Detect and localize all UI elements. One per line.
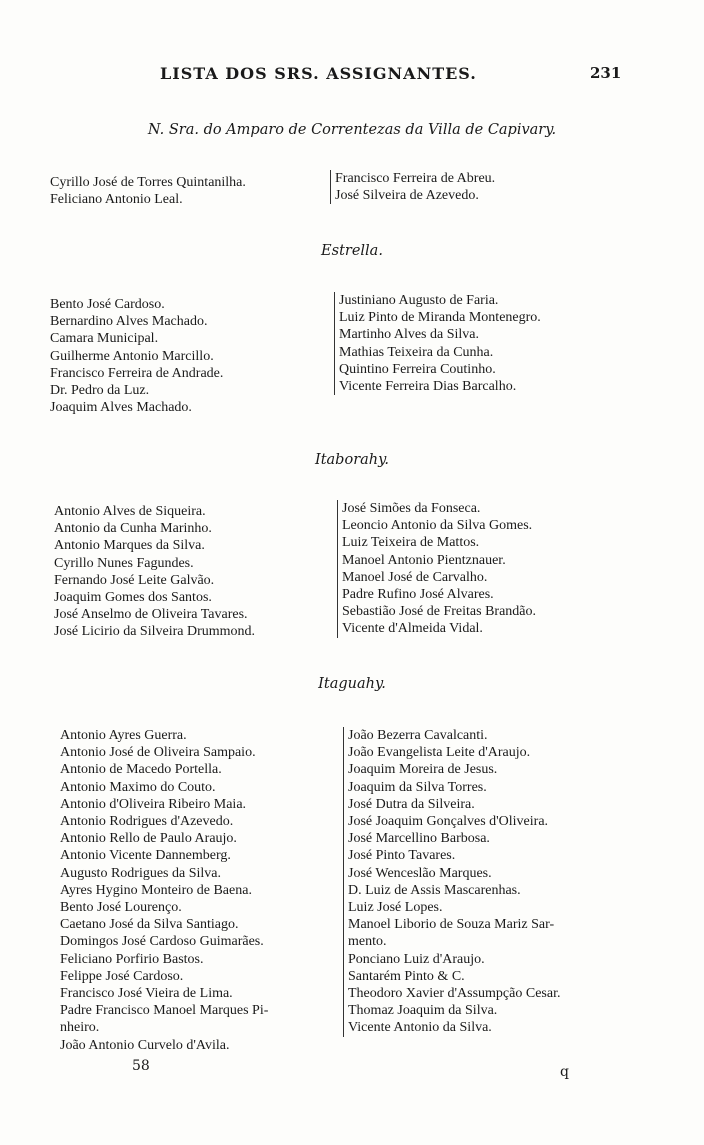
subscriber-name: Antonio de Macedo Portella. — [60, 762, 222, 778]
subscriber-name: José Marcellino Barbosa. — [348, 831, 490, 847]
subscriber-name: Justiniano Augusto de Faria. — [339, 293, 499, 308]
subscriber-name: José Silveira de Azevedo. — [335, 188, 479, 204]
subscriber-name: João Antonio Curvelo d'Avila. — [60, 1037, 230, 1053]
subscriber-name: Vicente Ferreira Dias Barcalho. — [339, 379, 517, 395]
running-title: LISTA DOS SRS. ASSIGNANTES. — [160, 64, 477, 83]
subscriber-name: José Licirio da Silveira Drummond. — [54, 624, 256, 640]
subscriber-name: Bento José Cardoso. — [50, 297, 165, 312]
subscriber-name: Joaquim Gomes dos Santos. — [54, 590, 212, 606]
subscriber-name: Vicente d'Almeida Vidal. — [342, 621, 483, 637]
subscriber-name: Bernardino Alves Machado. — [50, 314, 208, 330]
signature-mark: 58 — [132, 1058, 150, 1074]
subscriber-name: Antonio Marques da Silva. — [54, 538, 205, 554]
subscriber-name: Antonio Rello de Paulo Araujo. — [60, 831, 237, 847]
subscriber-name: Vicente Antonio da Silva. — [348, 1020, 492, 1036]
subscriber-name: Ayres Hygino Monteiro de Baena. — [60, 882, 252, 898]
subscriber-name: D. Luiz de Assis Mascarenhas. — [348, 882, 521, 898]
names-left-column — [60, 727, 345, 1054]
subscriber-name: Theodoro Xavier d'Assumpção Cesar. — [348, 986, 561, 1002]
subscriber-name: Martinho Alves da Silva. — [339, 327, 479, 343]
subscriber-name: Caetano José da Silva Santiago. — [60, 917, 239, 933]
section-title: Itaborahy. — [314, 452, 389, 468]
footer-mark: q — [560, 1064, 569, 1080]
subscriber-name: Cyrillo José de Torres Quintanilha. — [50, 175, 246, 190]
subscriber-name: Luiz Teixeira de Mattos. — [342, 535, 480, 551]
subscriber-name: Antonio Alves de Siqueira. — [54, 504, 206, 519]
subscriber-name: nheiro. — [60, 1020, 100, 1036]
section-title: N. Sra. do Amparo de Correntezas da Villa de Capivary. — [147, 122, 557, 138]
subscriber-name: Feliciano Antonio Leal. — [50, 192, 183, 208]
page-header — [0, 64, 704, 88]
subscriber-name: Guilherme Antonio Marcillo. — [50, 348, 214, 364]
subscriber-name: José Anselmo de Oliveira Tavares. — [54, 607, 248, 623]
subscriber-name: Domingos José Cardoso Guimarães. — [60, 934, 264, 950]
subscriber-name: Thomaz Joaquim da Silva. — [348, 1003, 498, 1019]
subscriber-name: Cyrillo Nunes Fagundes. — [54, 555, 194, 571]
subscriber-name: Dr. Pedro da Luz. — [50, 383, 150, 399]
section-title: Estrella. — [321, 243, 383, 259]
subscriber-name: Manoel José de Carvalho. — [342, 569, 488, 585]
subscriber-name: Antonio Maximo do Couto. — [60, 779, 216, 795]
subscriber-name: Antonio Vicente Dannemberg. — [60, 848, 231, 864]
subscriber-name: Padre Francisco Manoel Marques Pi- — [60, 1003, 269, 1019]
subscriber-name: Luiz Pinto de Miranda Montenegro. — [339, 310, 541, 326]
subscriber-name: José Pinto Tavares. — [348, 848, 456, 864]
subscriber-name: José Simões da Fonseca. — [342, 501, 481, 516]
section-title: Itaguahy. — [318, 676, 386, 692]
subscriber-name: Mathias Teixeira da Cunha. — [339, 344, 494, 360]
subscriber-name: Antonio Rodrigues d'Azevedo. — [60, 814, 234, 830]
subscriber-name: Francisco José Vieira de Lima. — [60, 986, 233, 1002]
subscriber-name: Antonio da Cunha Marinho. — [54, 521, 212, 537]
subscriber-name: José Wenceslão Marques. — [348, 865, 492, 881]
names-right-column — [343, 727, 648, 1037]
subscriber-name: Antonio d'Oliveira Ribeiro Maia. — [60, 796, 247, 812]
names-right-column — [334, 292, 639, 395]
subscriber-name: José Dutra da Silveira. — [348, 796, 475, 812]
subscriber-name: Francisco Ferreira de Abreu. — [335, 171, 496, 186]
subscriber-name: Antonio Ayres Guerra. — [60, 728, 187, 743]
subscriber-name: Bento José Lourenço. — [60, 900, 182, 916]
subscriber-name: Francisco Ferreira de Andrade. — [50, 365, 224, 381]
names-left-column — [50, 174, 320, 208]
page-number: 231 — [590, 64, 622, 82]
subscriber-name: Quintino Ferreira Coutinho. — [339, 361, 496, 377]
subscriber-name: Padre Rufino José Alvares. — [342, 587, 494, 603]
subscriber-name: Sebastião José de Freitas Brandão. — [342, 604, 537, 620]
subscriber-name: Santarém Pinto & C. — [348, 968, 465, 984]
subscriber-name: Joaquim Alves Machado. — [50, 400, 192, 416]
subscriber-name: Antonio José de Oliveira Sampaio. — [60, 745, 256, 761]
subscriber-name: Leoncio Antonio da Silva Gomes. — [342, 518, 533, 534]
subscriber-name: Luiz José Lopes. — [348, 900, 443, 916]
subscriber-name: Ponciano Luiz d'Araujo. — [348, 951, 485, 967]
names-right-column — [330, 170, 635, 204]
subscriber-name: Fernando José Leite Galvão. — [54, 572, 215, 588]
names-left-column — [54, 503, 324, 641]
subscriber-name: Joaquim da Silva Torres. — [348, 779, 487, 795]
subscriber-name: José Joaquim Gonçalves d'Oliveira. — [348, 814, 549, 830]
subscriber-name: Manoel Liborio de Souza Mariz Sar- — [348, 917, 555, 933]
subscriber-name: Feliciano Porfirio Bastos. — [60, 951, 204, 967]
subscriber-name: Joaquim Moreira de Jesus. — [348, 762, 498, 778]
subscriber-name: Augusto Rodrigues da Silva. — [60, 865, 221, 881]
subscriber-name: João Evangelista Leite d'Araujo. — [348, 745, 531, 761]
names-right-column — [337, 500, 642, 638]
subscriber-name: Manoel Antonio Pientznauer. — [342, 552, 506, 568]
subscriber-name: Felippe José Cardoso. — [60, 968, 184, 984]
names-left-column — [50, 296, 320, 416]
subscriber-name: mento. — [348, 934, 387, 950]
subscriber-name: Camara Municipal. — [50, 331, 159, 347]
subscriber-name: João Bezerra Cavalcanti. — [348, 728, 488, 743]
